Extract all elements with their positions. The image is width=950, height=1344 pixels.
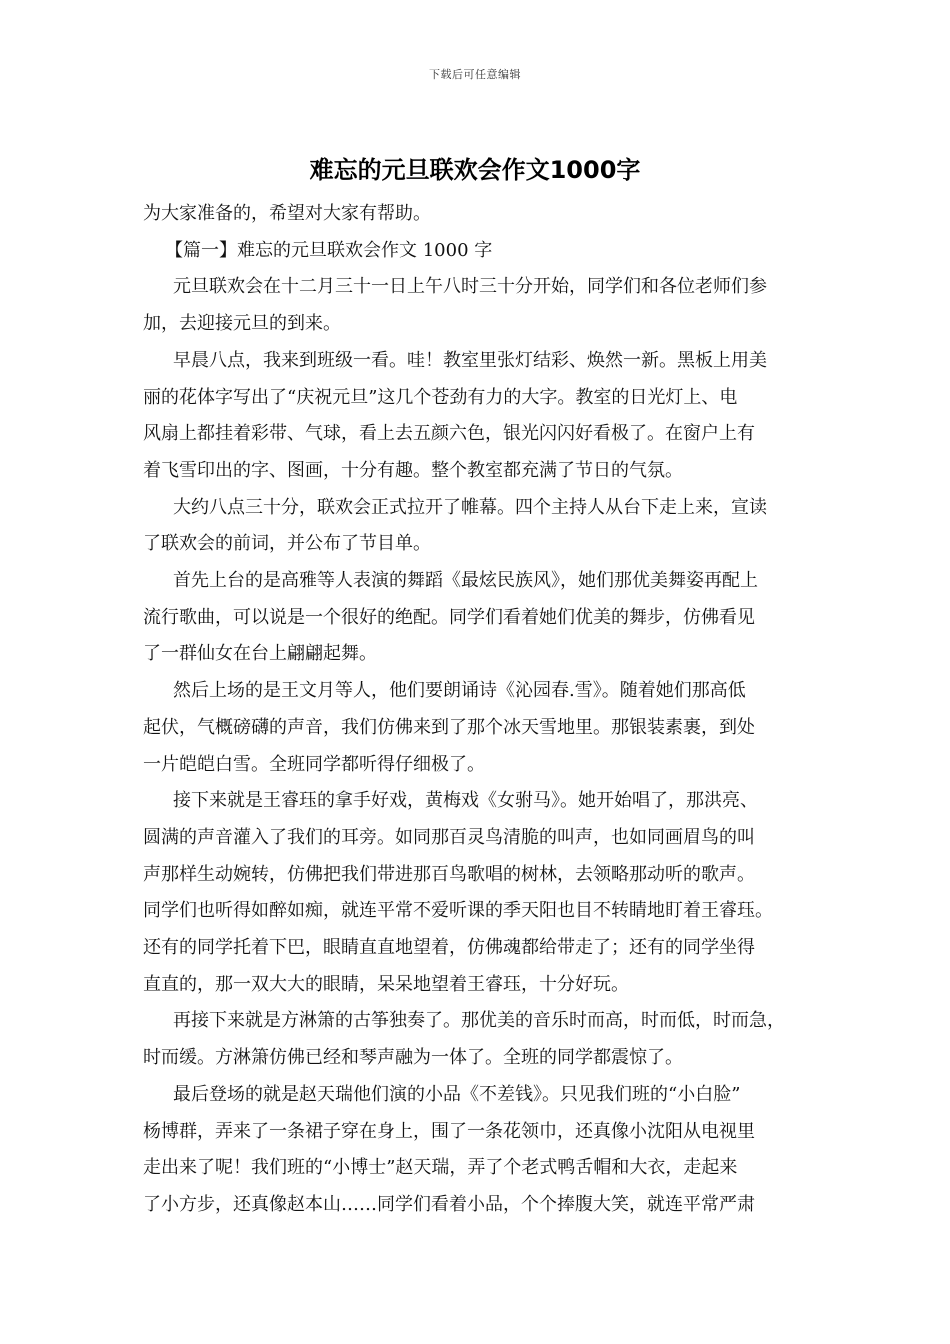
text-line: 风扇上都挂着彩带、气球，看上去五颜六色，银光闪闪好看极了。在窗户上有: [143, 423, 755, 445]
text-line: 首先上台的是高雅等人表演的舞蹈《最炫民族风》，她们那优美舞姿再配上: [173, 570, 758, 592]
header-note: 下载后可任意编辑: [429, 68, 521, 81]
text-line: 了小方步，还真像赵本山……同学们看着小品，个个捧腹大笑，就连平常严肃: [143, 1193, 755, 1215]
text-line: 还有的同学托着下巴，眼睛直直地望着，仿佛魂都给带走了；还有的同学坐得: [143, 937, 755, 959]
text-line: 早晨八点，我来到班级一看。哇！教室里张灯结彩、焕然一新。黑板上用美: [173, 349, 767, 371]
text-line: 为大家准备的，希望对大家有帮助。: [143, 203, 431, 224]
text-line: 声那样生动婉转，仿佛把我们带进那百鸟歌唱的树林，去领略那动听的歌声。: [143, 863, 755, 885]
text-line: 再接下来就是方淋箫的古筝独奏了。那优美的音乐时而高，时而低，时而急，: [173, 1010, 785, 1032]
text-line: 元旦联欢会在十二月三十一日上午八时三十分开始，同学们和各位老师们参: [173, 276, 767, 298]
text-line: 直直的，那一双大大的眼睛，呆呆地望着王睿珏，十分好玩。: [143, 973, 629, 995]
text-line: 丽的花体字写出了“庆祝元旦”这几个苍劲有力的大字。教室的日光灯上、电: [143, 386, 738, 408]
text-line: 起伏，气概磅礴的声音，我们仿佛来到了那个冰天雪地里。那银装素裹，到处: [143, 716, 755, 738]
text-line: 了联欢会的前词，并公布了节目单。: [143, 533, 431, 555]
text-line: 走出来了呢！我们班的“小博士”赵天瑞，弄了个老式鸭舌帽和大衣，走起来: [143, 1157, 738, 1179]
text-line: 同学们也听得如醉如痴，就连平常不爱听课的季天阳也目不转睛地盯着王睿珏。: [143, 900, 773, 922]
text-line: 然后上场的是王文月等人，他们要朗诵诗《沁园春.雪》。随着她们那高低: [173, 680, 746, 702]
text-line: 着飞雪印出的字、图画，十分有趣。整个教室都充满了节日的气氛。: [143, 459, 683, 481]
text-line: 杨博群，弄来了一条裙子穿在身上，围了一条花领巾，还真像小沈阳从电视里: [143, 1120, 755, 1142]
text-line: 圆满的声音灌入了我们的耳旁。如同那百灵鸟清脆的叫声，也如同画眉鸟的叫: [143, 826, 755, 848]
text-line: 大约八点三十分，联欢会正式拉开了帷幕。四个主持人从台下走上来，宣读: [173, 496, 767, 518]
body-text: [143, 196, 823, 1224]
text-line: 流行歌曲，可以说是一个很好的绝配。同学们看着她们优美的舞步，仿佛看见: [143, 606, 755, 628]
text-line: 加，去迎接元旦的到来。: [143, 313, 341, 335]
text-line: 一片皑皑白雪。全班同学都听得仔细极了。: [143, 753, 485, 775]
page-title: 难忘的元旦联欢会作文1000字: [309, 156, 641, 184]
text-line: 最后登场的就是赵天瑞他们演的小品《不差钱》。只见我们班的“小白脸”: [173, 1083, 741, 1105]
text-line: 时而缓。方淋箫仿佛已经和琴声融为一体了。全班的同学都震惊了。: [143, 1047, 683, 1069]
text-line: 接下来就是王睿珏的拿手好戏，黄梅戏《女驸马》。她开始唱了，那洪亮、: [173, 790, 758, 812]
section-heading: 【篇一】难忘的元旦联欢会作文 1000 字: [165, 239, 493, 261]
text-line: 了一群仙女在台上翩翩起舞。: [143, 643, 377, 665]
